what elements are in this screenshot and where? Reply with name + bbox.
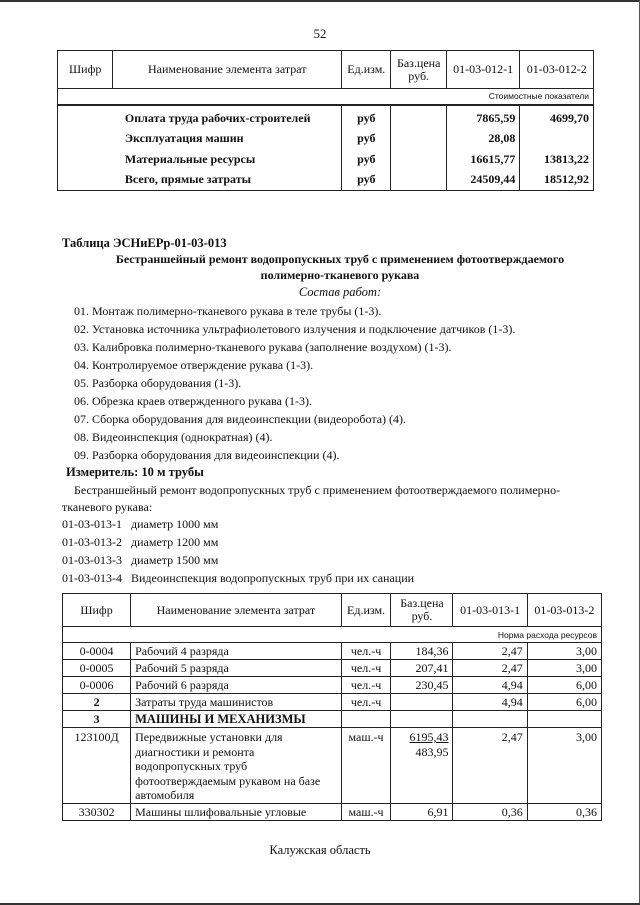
row-name: Рабочий 5 разряда	[131, 660, 342, 677]
variant-text: Видеоинспекция водопропускных труб при их санации	[131, 571, 415, 585]
cost-value-012-2: 13813,22	[544, 151, 589, 166]
section-title-line2: полимерно-тканевого рукава	[260, 268, 420, 282]
table-label: Таблица ЭСНиЕРр-01-03-013	[62, 236, 227, 250]
cost-row-name: Материальные ресурсы	[124, 151, 256, 166]
col-header-name: Наименование элемента затрат	[113, 51, 342, 89]
row-unit: маш.-ч	[341, 728, 391, 804]
row-unit: чел.-ч	[341, 643, 391, 660]
row-unit: маш.-ч	[341, 804, 391, 821]
row-code: 123100Д	[63, 728, 131, 804]
page-footer: Калужская область	[269, 843, 371, 857]
row-value-013-1: 0,36	[453, 804, 527, 821]
composition-label: Состав работ:	[298, 285, 382, 299]
row-price: 6,91	[391, 804, 453, 821]
table-row	[63, 711, 602, 728]
row-code: 0-0005	[63, 660, 131, 677]
variant-item	[62, 517, 218, 532]
resource-subheader: Норма расхода ресурсов	[63, 627, 602, 643]
row-value-013-1: 2,47	[453, 728, 527, 804]
row-value-013-1: 4,94	[453, 677, 527, 694]
row-value-013-2: 0,36	[527, 804, 601, 821]
row-unit: чел.-ч	[341, 677, 391, 694]
variant-item	[62, 535, 218, 550]
row-price: 207,41	[391, 660, 453, 677]
row-price	[391, 694, 453, 711]
row-value-013-2: 3,00	[527, 728, 601, 804]
cost-value-012-2: 4699,70	[550, 110, 589, 125]
scan-edge-top	[0, 0, 640, 2]
row-code: 0-0004	[63, 643, 131, 660]
row-price: 184,36	[391, 643, 453, 660]
row-name: Передвижные установки для диагностики и ремонта водопропускных труб фотоотверждаемым рукавом на базе автомобиля	[131, 728, 342, 804]
row-value-013-2: 6,00	[527, 694, 601, 711]
section-title-machines: МАШИНЫ И МЕХАНИЗМЫ	[131, 711, 342, 728]
row-value-013-1: 2,47	[453, 660, 527, 677]
variant-code: 01-03-013-1	[62, 517, 122, 531]
work-item: 05. Разборка оборудования (1-3).	[74, 376, 242, 390]
page-number: 52	[313, 26, 327, 41]
row-price-secondary: 483,95	[415, 745, 449, 759]
col-header-012-2: 01-03-012-2	[520, 51, 594, 89]
row-code: 330302	[63, 804, 131, 821]
variant-item	[62, 553, 218, 568]
cost-value-012-1: 24509,44	[470, 172, 516, 186]
col-header-unit: Ед.изм.	[341, 594, 391, 627]
row-value-013-1: 2,47	[453, 643, 527, 660]
row-unit: чел.-ч	[341, 694, 391, 711]
work-item: 01. Монтаж полимерно-тканевого рукава в теле трубы (1-3).	[74, 304, 382, 318]
row-name: Машины шлифовальные угловые	[131, 804, 342, 821]
cost-row-unit: руб	[357, 110, 376, 125]
cost-row-name: Оплата труда рабочих-строителей	[124, 110, 311, 125]
cost-table	[57, 50, 594, 191]
col-header-013-1: 01-03-013-1	[453, 594, 527, 627]
work-item: 07. Сборка оборудования для видеоинспекции (видеоробота) (4).	[74, 412, 407, 426]
row-name: Рабочий 6 разряда	[131, 677, 342, 694]
cost-row-name: Всего, прямые затраты	[124, 172, 251, 186]
meter-label: Измеритель: 10 м трубы	[66, 465, 204, 479]
work-item: 06. Обрезка краев отвержденного рукава (1-3).	[74, 394, 312, 408]
resource-table	[62, 593, 602, 821]
cost-value-012-1: 7865,59	[476, 110, 516, 125]
table-row	[63, 677, 602, 694]
cost-value-012-2	[524, 128, 589, 149]
col-header-code: Шифр	[58, 51, 113, 89]
work-item: 03. Калибровка полимерно-тканевого рукава (заполнение воздухом) (1-3).	[74, 340, 452, 354]
table-row	[63, 694, 602, 711]
col-header-price: Баз.цена руб.	[391, 594, 453, 627]
table-row	[63, 660, 602, 677]
row-code: 2	[63, 694, 131, 711]
cost-row-unit: руб	[357, 151, 376, 166]
row-value-013-1: 4,94	[453, 694, 527, 711]
col-header-012-1: 01-03-012-1	[446, 51, 520, 89]
row-price: 6195,43	[409, 730, 449, 744]
row-name: Рабочий 4 разряда	[131, 643, 342, 660]
section-code: 3	[63, 711, 131, 728]
col-header-price: Баз.цена руб.	[391, 51, 446, 89]
variant-code: 01-03-013-4	[62, 571, 122, 585]
col-header-name: Наименование элемента затрат	[131, 594, 342, 627]
col-header-unit: Ед.изм.	[342, 51, 391, 89]
table-row	[63, 804, 602, 821]
table-row	[63, 643, 602, 660]
table-row	[63, 728, 602, 804]
row-unit: чел.-ч	[341, 660, 391, 677]
col-header-code: Шифр	[63, 594, 131, 627]
variant-code: 01-03-013-3	[62, 553, 122, 567]
cost-row-unit: руб	[357, 172, 376, 186]
cost-value-012-1: 16615,77	[470, 151, 516, 166]
row-value-013-2: 3,00	[527, 643, 601, 660]
cost-value-012-1: 28,08	[488, 131, 516, 145]
work-item: 09. Разборка оборудования для видеоинспекции (4).	[74, 448, 340, 462]
section-title-line1: Бестраншейный ремонт водопропускных труб с применением фотоотверждаемого	[115, 252, 565, 266]
cost-rows	[58, 105, 594, 191]
cost-value-012-2: 18512,92	[544, 172, 589, 186]
desc-line2: тканевого рукава:	[62, 500, 153, 514]
desc-line1: Бестраншейный ремонт водопропускных труб с применением фотоотверждаемого полимерно-	[74, 483, 561, 497]
col-header-013-2: 01-03-013-2	[527, 594, 601, 627]
variant-text: диаметр 1000 мм	[131, 517, 219, 531]
row-price: 230,45	[391, 677, 453, 694]
variant-text: диаметр 1200 мм	[131, 535, 219, 549]
cost-row-unit: руб	[357, 131, 376, 145]
work-item: 04. Контролируемое отверждение рукава (1-3).	[74, 358, 314, 372]
variant-code: 01-03-013-2	[62, 535, 122, 549]
cost-row-name: Эксплуатация машин	[124, 131, 244, 145]
row-code: 0-0006	[63, 677, 131, 694]
row-name: Затраты труда машинистов	[131, 694, 342, 711]
work-item: 02. Установка источника ультрафиолетового излучения и подключение датчиков (1-3).	[74, 322, 516, 336]
variant-item	[62, 571, 414, 586]
cost-subheader: Стоимостные показатели	[58, 89, 594, 105]
row-value-013-2: 3,00	[527, 660, 601, 677]
row-value-013-2: 6,00	[527, 677, 601, 694]
work-item: 08. Видеоинспекция (однократная) (4).	[74, 430, 273, 444]
variant-text: диаметр 1500 мм	[131, 553, 219, 567]
